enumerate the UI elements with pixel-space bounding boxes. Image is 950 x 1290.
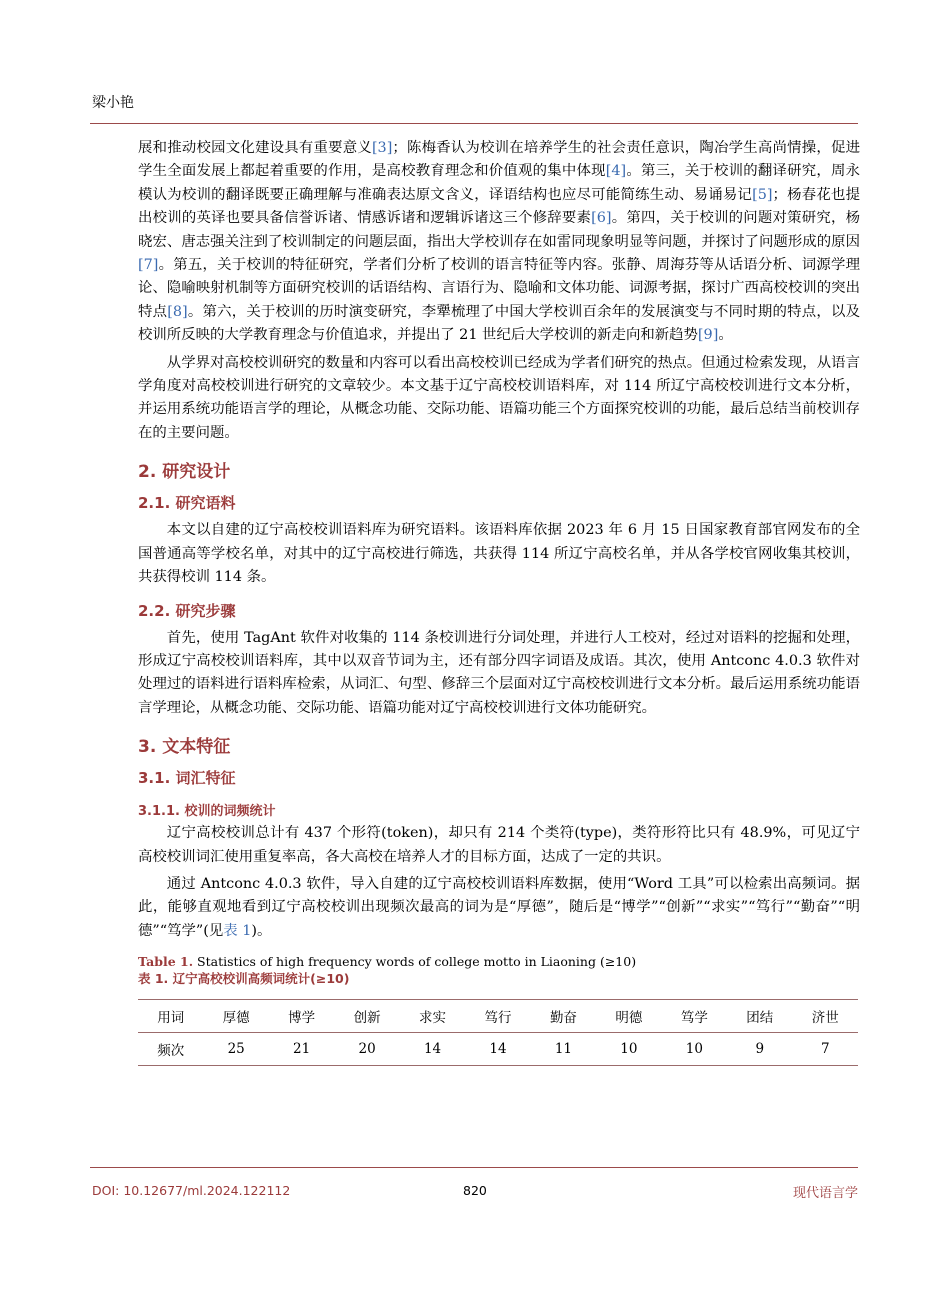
section-2-title: 2. 研究设计: [138, 462, 231, 483]
table-cell: 10: [596, 1033, 661, 1066]
section-2-1-paragraph: 本文以自建的辽宁高校校训语料库为研究语料。该语料库依据 2023 年 6 月 15 日国家教育部官网发布的全国普通高等学校名单，对其中的辽宁高校进行筛选，共获得 114 所辽宁高校名单，并从各学校官网收集其校训，共获得校训 114 条。: [138, 522, 860, 586]
table-row: [138, 1033, 858, 1066]
table-cell: 21: [269, 1033, 334, 1066]
paragraph-text: ；陈梅香认为校训在培养学生的社会责任意识，陶冶学生高尚情操，促进学生全面发展上都起着重要的作用，是高校教育理念和价值观的集中体现: [138, 140, 860, 180]
table-cell: 14: [465, 1033, 530, 1066]
section-3-title: 3. 文本特征: [138, 737, 231, 758]
table-cell: 14: [400, 1033, 465, 1066]
section-3-1-1-paragraph-2: [138, 873, 860, 943]
table-cell: 频次: [138, 1033, 203, 1066]
running-header-author: 梁小艳: [92, 95, 134, 111]
table-cell: 求实: [400, 1000, 465, 1033]
table-caption-label: Table 1.: [138, 954, 194, 970]
main-content: [138, 137, 860, 1066]
citation-link[interactable]: [8]: [167, 303, 188, 320]
table-1-reference-link[interactable]: 表 1: [223, 922, 252, 939]
table-header-row: [138, 1000, 858, 1033]
paragraph-text: )。: [251, 922, 272, 939]
footer-doi[interactable]: DOI: 10.12677/ml.2024.122112: [92, 1183, 291, 1198]
table-caption-label: 表 1.: [138, 971, 169, 987]
table-1-caption-chinese: [138, 970, 860, 987]
table-cell: 笃行: [465, 1000, 530, 1033]
header-divider: [90, 123, 858, 124]
table-1-caption-english: [138, 953, 860, 970]
citation-link[interactable]: [5]: [752, 186, 773, 203]
citation-link[interactable]: [4]: [605, 163, 627, 180]
section-2-2-paragraph: 首先，使用 TagAnt 软件对收集的 114 条校训进行分词处理，并进行人工校对，经过对语料的挖掘和处理，形成辽宁高校校训语料库，其中以双音节词为主，还有部分四字词语及成语。其次，使用 Antconc 4.0.3 软件对处理过的语料进行语料库检索，从词汇、句型、修辞三个层面对辽宁高校校训进行文本分析。最后运用系统功能语言学理论，从概念功能、交际功能、语篇功能对辽宁高校校训进行文体功能研究。: [138, 629, 860, 716]
section-3-1-1-paragraph-1: 辽宁高校校训总计有 437 个形符(token)，却只有 214 个类符(type)，类符形符比只有 48.9%，可见辽宁高校校训词汇使用重复率高，各大高校在培养人才的目标方面，达成了一定的共识。: [138, 825, 860, 865]
citation-link[interactable]: [7]: [138, 257, 159, 274]
table-cell: 11: [531, 1033, 596, 1066]
paragraph-text: 展和推动校园文化建设具有重要意义: [138, 140, 372, 156]
table-cell: 9: [727, 1033, 792, 1066]
paragraph-text: 。第三，关于校训的翻译研究，周永模认为校训的翻译既要正确理解与准确表达原文含义，译语结构也应尽可能简练生动、易诵易记: [138, 163, 860, 203]
paragraph-text: 。第五，关于校训的特征研究，学者们分析了校训的语言特征等内容。张静、周海芬等从话语分析、词源学理论、隐喻映射机制等方面研究校训的话语结构、言语行为、隐喻和文体功能、词源考据，探讨广西高校校训的突出特点: [138, 257, 860, 320]
table-cell: 25: [203, 1033, 268, 1066]
table-cell: 创新: [334, 1000, 399, 1033]
section-2-2-title: 2.2. 研究步骤: [138, 601, 236, 620]
table-caption-text: Statistics of high frequency words of college motto in Liaoning (≥10): [193, 954, 637, 970]
table-cell: 笃学: [662, 1000, 727, 1033]
intro-paragraph-1: [138, 137, 860, 348]
page-number: 820: [463, 1183, 487, 1198]
table-cell: 7: [793, 1033, 858, 1066]
paragraph-text: 。第四，关于校训的问题对策研究，杨晓宏、唐志强关注到了校训制定的问题层面，指出大学校训存在如雷同现象明显等问题，并探讨了问题形成的原因: [138, 210, 860, 250]
table-cell: 明德: [596, 1000, 661, 1033]
table-cell: 用词: [138, 1000, 203, 1033]
citation-link[interactable]: [6]: [591, 210, 612, 227]
frequency-table: [138, 999, 858, 1066]
table-cell: 济世: [793, 1000, 858, 1033]
table-cell: 20: [334, 1033, 399, 1066]
section-3-1-1-title: 3.1.1. 校训的词频统计: [138, 804, 276, 820]
table-cell: 博学: [269, 1000, 334, 1033]
table-cell: 团结: [727, 1000, 792, 1033]
paragraph-text: 。第六，关于校训的历时演变研究，李犟梳理了中国大学校训百余年的发展演变与不同时期的特点，以及校训所反映的大学教育理念与价值追求，并提出了 21 世纪后大学校训的新走向和新趋势: [138, 303, 860, 344]
footer-divider: [90, 1167, 858, 1168]
intro-paragraph-2: 从学界对高校校训研究的数量和内容可以看出高校校训已经成为学者们研究的热点。但通过检索发现，从语言学角度对高校校训进行研究的文章较少。本文基于辽宁高校校训语料库，对 114 所辽宁高校校训进行文本分析，并运用系统功能语言学的理论，从概念功能、交际功能、语篇功能三个方面探究校训的功能，最后总结当前校训存在的主要问题。: [138, 354, 860, 441]
citation-link[interactable]: [9]: [697, 327, 719, 344]
section-2-1-title: 2.1. 研究语料: [138, 494, 236, 513]
table-cell: 厚德: [203, 1000, 268, 1033]
paragraph-text: 。: [718, 327, 733, 344]
journal-name: 现代语言学: [792, 1186, 858, 1201]
table-caption-text: 辽宁高校校训高频词统计(≥10): [168, 971, 350, 987]
section-3-1-title: 3.1. 词汇特征: [138, 769, 236, 788]
table-cell: 10: [662, 1033, 727, 1066]
table-cell: 勤奋: [531, 1000, 596, 1033]
citation-link[interactable]: [3]: [371, 140, 393, 156]
paragraph-text: 通过 Antconc 4.0.3 软件，导入自建的辽宁高校校训语料库数据，使用“Word 工具”可以检索出高频词。据此，能够直观地看到辽宁高校校训出现频次最高的词为是“厚德”，随后是“博学”“创新”“求实”“笃行”“勤奋”“明德”“笃学”(见: [138, 875, 860, 939]
paragraph-text: ；杨春花也提出校训的英译也要具备信誉诉诸、情感诉诸和逻辑诉诸这三个修辞要素: [138, 186, 860, 227]
